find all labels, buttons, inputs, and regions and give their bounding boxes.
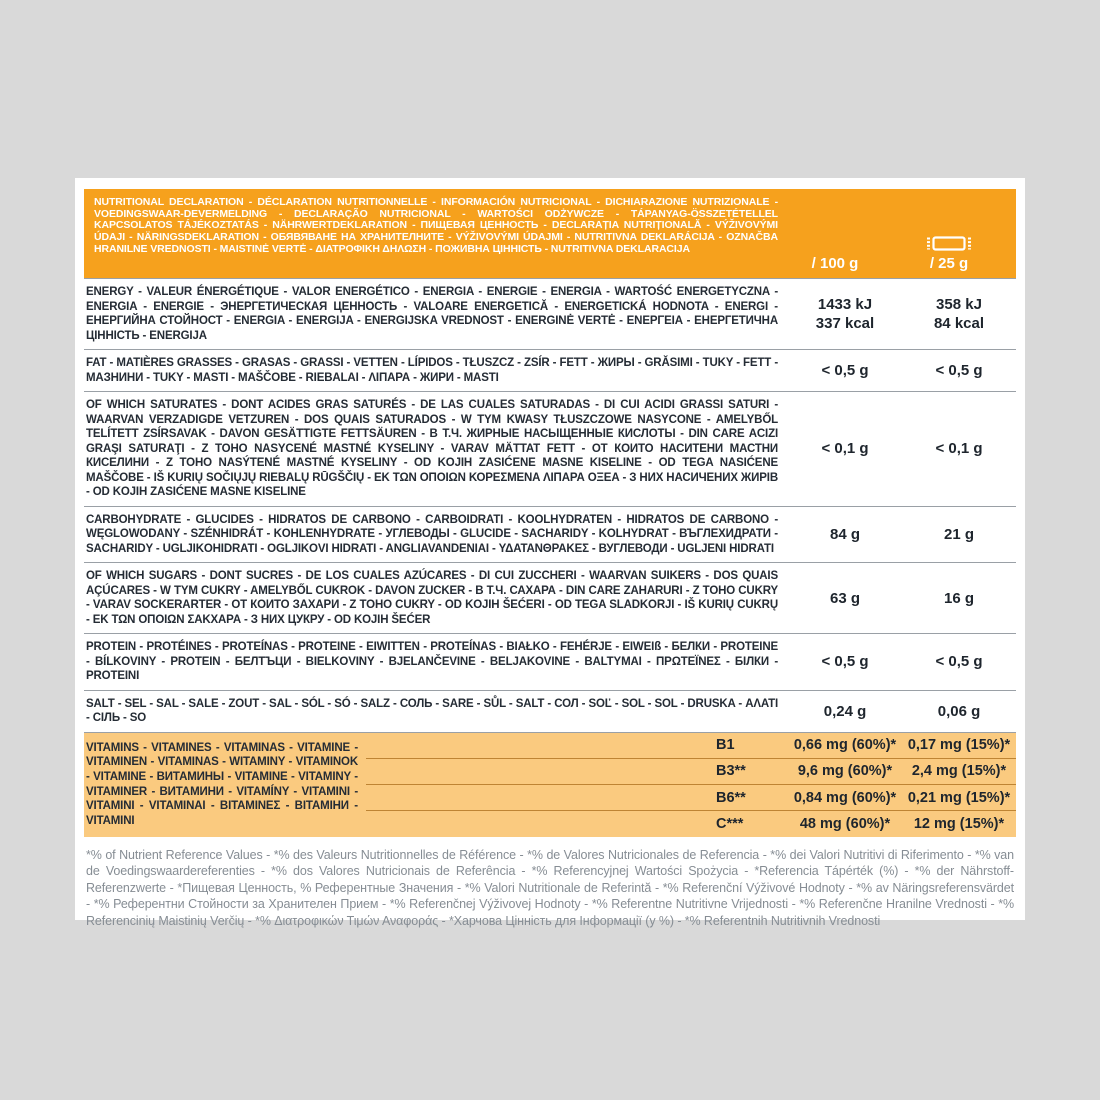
- value-per-25g: 2,4 mg (15%)*: [911, 763, 1007, 780]
- value-per-25g: 21 g: [943, 525, 974, 543]
- table-header: [84, 189, 1016, 278]
- value-per-100g: < 0,5 g: [821, 653, 869, 671]
- nutrient-row-energy: [84, 278, 1016, 349]
- value-per-25g: < 0,5 g: [935, 362, 983, 379]
- per-100g-column-header: [778, 255, 892, 273]
- vitamin-row-c: [366, 810, 1016, 836]
- vitamin-row-b1: [366, 733, 1016, 758]
- vitamin-row-b6: [366, 784, 1016, 810]
- value-per-25g: 0,06 g: [937, 702, 981, 720]
- value-per-25g: 16 g: [943, 589, 974, 607]
- nutrient-label: OF WHICH SATURATES - DONT ACIDES GRAS SATURÉS - DE LAS CUALES SATURADAS - DI CUI ACIDI GRASSI SATURI - WAARVAN VERZADIGDE VETZUREN - DOS QUAIS SATURADOS - W TYM KWASY TŁUSZCZOWE NASYCONE - AMELYBŐL TELÍTETT ZSÍRSAVAK - DAVON GESÄTTIGTE FETTSÄUREN - В Т.Ч. ЖИРНЫЕ НАСЫЩЕННЫЕ КИСЛОТЫ - DIN CARE ACIZI GRAŞI SATURAŢI - Z TOHO NASYCENÉ MASTNÉ KYSELINY - VARAV MÄTTAT FETT - ОТ КОИТО НАСИТЕНИ МАСТНИ КИСЕЛИНИ - Z TOHO NASÝTENÉ MASTNÉ KYSELINY - OD KOJIH ZASIĆENE MASNE KISELINE - OD TEGA NASIĆENE MAŠČOBE - IŠ KURIŲ SOČIŲJŲ RIEBALŲ RŪGŠČIŲ - ΕΚ ΤΩΝ ΟΠΟΙΩΝ ΚΟΡΕΣΜΕΝΑ ΛΙΠΑΡΑ ΟΞΕΑ - З НИХ НАСИЧЕНИХ ЖИРІВ - OD KOJIH ZASIĆENE MASNE KISELINE: [86, 399, 778, 498]
- value-per-100g: 84 g: [829, 525, 860, 543]
- value-per-25g: 0,17 mg (15%)*: [907, 737, 1011, 754]
- nutrient-row-protein: [84, 633, 1016, 690]
- vitamins-rows: [366, 733, 1016, 837]
- vitamin-name: C***: [716, 816, 744, 833]
- value-per-100g: < 0,5 g: [821, 362, 869, 379]
- nutrient-label: FAT - MATIÈRES GRASSES - GRASAS - GRASSI - VETTEN - LÍPIDOS - TŁUSZCZ - ZSÍR - FETT - ЖИРЫ - GRĂSIMI - TUKY - FETT - МАЗНИНИ - TUKY - MASTI - MAŠČOBE - RIEBALAI - ΛΙΠΑΡΑ - ЖИРИ - MASTI: [86, 357, 778, 384]
- nutrient-row-fat: [84, 349, 1016, 391]
- vitamin-name: B3**: [716, 763, 746, 780]
- nutrient-row-sugars: [84, 562, 1016, 633]
- nutrient-label: OF WHICH SUGARS - DONT SUCRES - DE LOS CUALES AZÚCARES - DI CUI ZUCCHERI - WAARVAN SUIKERS - DOS QUAIS AÇÚCARES - W TYM CUKRY - AMELYBŐL CUKROK - DAVON ZUCKER - В Т.Ч. САХАРА - DIN CARE ZAHARURI - Z TOHO CUKRY - VARAV SOCKERARTER - ОТ КОИТО ЗАХАРИ - Z TOHO CUKRY - OD KOJIH ŠEĆERI - OD TEGA SLADKORJI - IŠ KURIŲ CUKRŲ - ΕΚ ΤΩΝ ΟΠΟΙΩΝ ΣΑΚΧΑΡΑ - З НИХ ЦУКРУ - OD KOJIH ŠEĆER: [86, 570, 778, 626]
- value-per-25g: < 0,5 g: [935, 653, 983, 671]
- value-per-25g: 358 kJ 84 kcal: [933, 296, 985, 332]
- vitamins-section: [84, 732, 1016, 837]
- header-title: NUTRITIONAL DECLARATION - DÉCLARATION NUTRITIONNELLE - INFORMACIÓN NUTRICIONAL - DICHIARAZIONE NUTRIZIONALE - VOEDINGSWAAR-DEVERMELDING - DECLARAÇÃO NUTRICIONAL - WARTOŚCI ODŻYWCZE - TÁPANYAG-ÖSSZETÉTELLEL KAPCSOLATOS TÁJÉKOZTATÁS - NÄHRWERTDEKLARATION - ПИЩЕВАЯ ЦЕННОСТЬ - DECLARAȚIA NUTRIȚIONALĂ - VÝŽIVOVÝMI ÚDAJI - NÄRINGSDEKLARATION - ОБЯВЯВАНЕ НА ХРАНИТЕЛНИТЕ - VÝŽIVOVÝMI ÚDAJMI - NUTRITIVNA DEKLARÁCIJA - OZNAČBA HRANILNE VREDNOSTI - MAISTINĖ VERTĖ - ΔΙΑΤΡΟΦΙΚΗ ΔΗΛΩΣΗ - ПОЖИВНА ЦІННІСТЬ - NUTRITIVNA DEKLARACIJA: [94, 196, 778, 255]
- value-per-25g: 12 mg (15%)*: [913, 816, 1005, 833]
- nutrient-label: PROTEIN - PROTÉINES - PROTEÍNAS - PROTEINE - EIWITTEN - PROTEÍNAS - BIAŁKO - FEHÉRJE - EIWEIß - БЕЛКИ - PROTEINE - BÍLKOVINY - PROTEIN - БЕЛТЪЦИ - BIELKOVINY - BJELANČEVINE - BELJAKOVINE - BALTYMAI - ΠΡΩΤΕΪΝΕΣ - БІЛКИ - PROTEINI: [86, 641, 778, 682]
- per-25g-label: / 25 g: [929, 255, 969, 272]
- per-25g-column-header: [892, 233, 1006, 273]
- nutrient-row-carbohydrate: [84, 506, 1016, 563]
- nutrient-row-salt: [84, 690, 1016, 732]
- value-per-100g: 48 mg (60%)*: [799, 816, 891, 833]
- value-per-100g: 1433 kJ 337 kcal: [815, 296, 875, 332]
- nutrient-label: CARBOHYDRATE - GLUCIDES - HIDRATOS DE CARBONO - CARBOIDRATI - KOOLHYDRATEN - HIDRATOS DE CARBONO - WĘGLOWODANY - SZÉNHIDRÁT - KOHLENHYDRATE - УГЛЕВОДЫ - GLUCIDE - SACHARIDY - KOLHYDRAT - ВЪГЛЕХИДРАТИ - SACHARIDY - UGLJIKOHIDRATI - OGLJIKOVI HIDRATI - ANGLIAVANDENIAI - ΥΔΑΤΑΝΘΡΑΚΕΣ - ВУГЛЕВОДИ - UGLJENI HIDRATI: [86, 513, 778, 555]
- nutrient-label: SALT - SEL - SAL - SALE - ZOUT - SAL - SÓL - SÓ - SALZ - СОЛЬ - SARE - SŮL - SALT - СОЛ - SOĽ - SOL - SOL - DRUSKA - ΑΛΑΤΙ - СІЛЬ - SO: [86, 697, 778, 724]
- value-per-100g: 0,24 g: [823, 702, 867, 720]
- nutrition-label-card: [75, 178, 1025, 928]
- per-100g-label: / 100 g: [811, 255, 859, 272]
- value-per-100g: 63 g: [829, 589, 860, 607]
- nutrient-label: ENERGY - VALEUR ÉNERGÉTIQUE - VALOR ENERGÉTICO - ENERGIA - ENERGIE - ENERGIA - WARTOŚĆ ENERGETYCZNA - ENERGIA - ENERGIE - ЭНЕРГЕТИЧЕСКАЯ ЦЕННОСТЬ - VALOARE ENERGETICĂ - ENERGETICKÁ HODNOTA - ENERGI - ЕНЕРГИЙНА СТОЙНОСТ - ENERGIA - ENERGIJA - ENERGIJSKA VREDNOST - ENERGINĖ VERTĖ - ΕΝΕΡΓΕΙΑ - ЕНЕРГЕТИЧНА ЦІННІСТЬ - ENERGIJA: [86, 286, 778, 342]
- reference-values-footnote: *% of Nutrient Reference Values - *% des Valeurs Nutritionnelles de Référence - *% de Valores Nutricionales de Referencia - *% dei Valori Nutritivi di Riferimento - *% van de Voedingswaardereferenties - *% dos Valores Nutricionais de Referência - *% Referencyjnej Wartości Spożycia - *Referencia Tápérték (%) - *% der Nährstoff-Referenzwerte - *Пищевая Ценность, % Референтные Значения - *% Valori Nutritionale de Referintă - *% Referenční Výživové Hodnoty - *% av Näringsreferensvärdet - *% Референтни Стойности за Хранителен Прием - *% Referenčnej Výživovej Hodnoty - *% Referentne Nutritivne Vrijednosti - *% Referenčne Hranilne Vrednosti - *% Referencinių Maistinių Verčių - *% Διατροφικών Τιμών Αναφοράς - *Харчова Цінність для Інформації (у %) - *% Referentnih Nutritivnih Vrednosti: [86, 847, 1014, 928]
- vitamin-name: B1: [716, 737, 735, 754]
- header-columns: [778, 197, 1006, 273]
- value-per-25g: < 0,1 g: [935, 440, 983, 458]
- bar-portion-icon: [892, 233, 1006, 253]
- nutrient-row-saturates: [84, 391, 1016, 506]
- vitamin-name: B6**: [716, 789, 746, 806]
- value-per-100g: 0,84 mg (60%)*: [793, 789, 897, 806]
- vitamin-row-b3: [366, 758, 1016, 784]
- value-per-100g: 0,66 mg (60%)*: [793, 737, 897, 754]
- vitamins-label: VITAMINS - VITAMINES - VITAMINAS - VITAMINE - VITAMINEN - VITAMINAS - WITAMINY - VITAMINOK - VITAMINE - ВИТАМИНЫ - VITAMINE - VITAMINY - VITAMINER - ВИТАМИНИ - VITAMÍNY - VITAMINI - VITAMINI - VITAMINAI - ΒΙΤΑΜΙΝΕΣ - ВІТАМІНИ - VITAMINI: [86, 741, 358, 828]
- value-per-100g: < 0,1 g: [821, 440, 869, 458]
- value-per-25g: 0,21 mg (15%)*: [907, 789, 1011, 806]
- value-per-100g: 9,6 mg (60%)*: [797, 763, 893, 780]
